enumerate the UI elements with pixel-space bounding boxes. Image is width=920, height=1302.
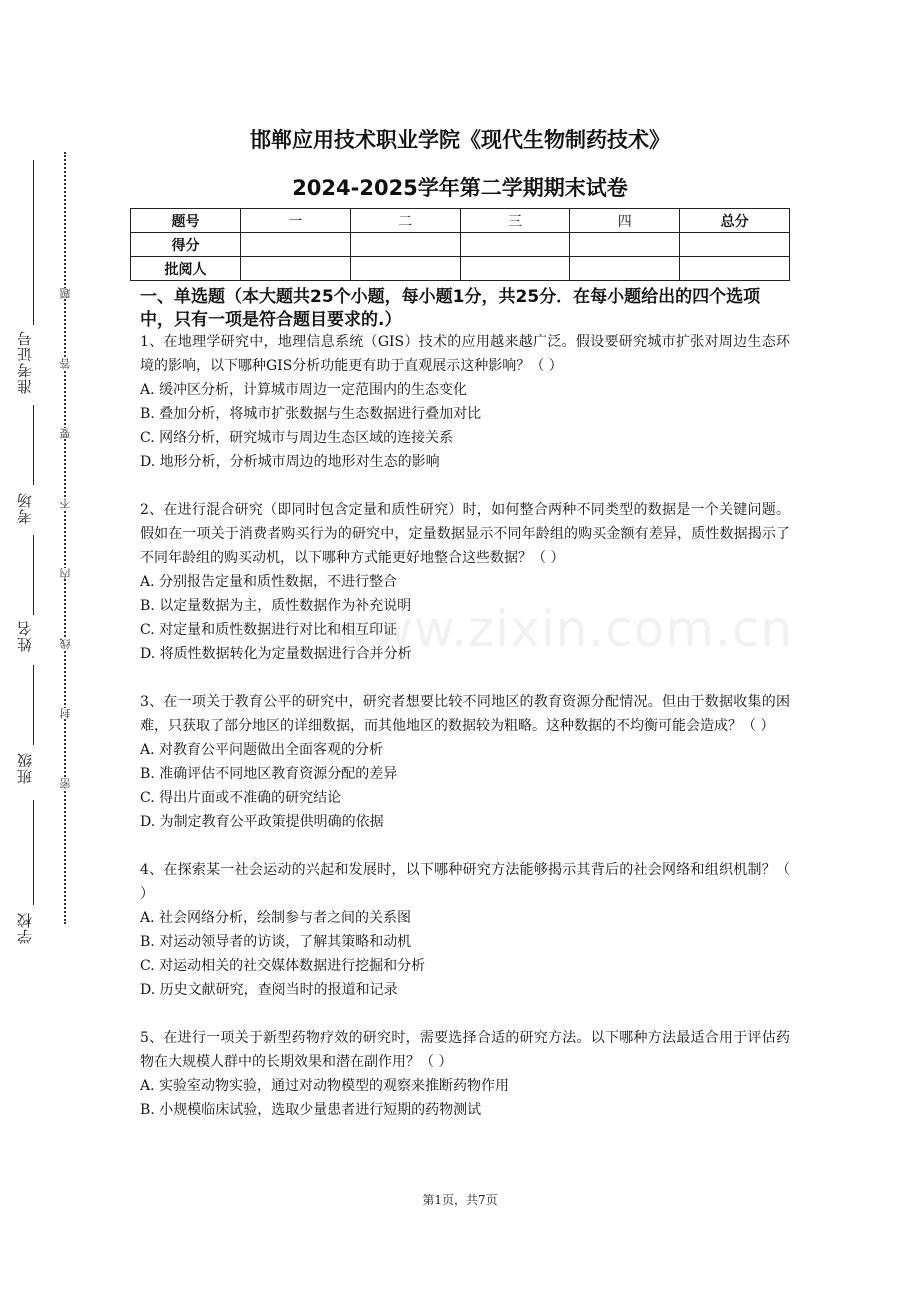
exam-subtitle: 2024-2025学年第二学期期末试卷 [292,176,628,200]
option-b: B. 小规模临床试验，选取少量患者进行短期的药物测试 [140,1102,482,1118]
question-stem: 5、在进行一项关于新型药物疗效的研究时，需要选择合适的研究方法。以下哪种方法最适合用于评估药物在大规模人群中的长期效果和潜在副作用？（ ） [140,1030,790,1070]
header-cell: 一 [241,209,351,233]
score-cell [680,233,790,257]
option-a: A. 实验室动物实验，通过对动物模型的观察来推断药物作用 [140,1078,510,1094]
grader-row [131,257,790,281]
school-line [33,800,34,905]
section-heading: 一、单选题（本大题共25个小题，每小题1分，共25分．在每小题给出的四个选项中，只有一项是符合题目要求的.） [140,287,761,330]
question-4 [140,858,790,1002]
option-c: C. 得出片面或不准确的研究结论 [140,790,342,806]
exam-title: 邯郸应用技术职业学院《现代生物制药技术》 [250,128,670,152]
option-c: C. 对定量和质性数据进行对比和相互印证 [140,622,398,638]
question-stem: 3、在一项关于教育公平的研究中，研究者想要比较不同地区的教育资源分配情况。但由于数据收集的困难，只获取了部分地区的详细数据，而其他地区的数据较为粗略。这种数据的不均衡可能会造成？（ ） [140,694,790,734]
binding-strip [0,0,80,1302]
watermark: www.zixin.com.cn [330,600,794,658]
score-row [131,233,790,257]
option-a: A. 分别报告定量和质性数据，不进行整合 [140,574,398,590]
exam-number-line [33,160,34,325]
seal-char: 不 [59,498,72,509]
exam-room-label: 考场 [16,492,34,524]
header-cell: 二 [350,209,460,233]
row-label: 批阅人 [131,257,241,281]
exam-number-label: 准考证号 [16,330,34,394]
option-d: D. 将质性数据转化为定量数据进行合并分析 [140,646,412,662]
option-d: D. 为制定教育公平政策提供明确的依据 [140,814,384,830]
question-3 [140,690,790,834]
header-cell: 总分 [680,209,790,233]
header-cell: 题号 [131,209,241,233]
grader-cell [350,257,460,281]
seal-char: 密 [59,778,72,789]
seal-char: 要 [59,428,72,439]
header-cell: 四 [570,209,680,233]
page-number: 第1页，共7页 [422,1193,498,1207]
option-d: D. 地形分析，分析城市周边的地形对生态的影响 [140,454,440,470]
name-line [33,535,34,615]
grader-cell [460,257,570,281]
option-b: B. 准确评估不同地区教育资源分配的差异 [140,766,398,782]
row-label: 得分 [131,233,241,257]
question-5 [140,1026,790,1122]
seal-char: 答 [59,358,72,369]
question-list [140,330,790,1146]
seal-char: 内 [59,568,72,579]
grader-cell [241,257,351,281]
option-c: C. 对运动相关的社交媒体数据进行挖掘和分析 [140,958,426,974]
score-table-header-row [131,209,790,233]
option-d: D. 历史文献研究，查阅当时的报道和记录 [140,982,398,998]
option-b: B. 对运动领导者的访谈，了解其策略和动机 [140,934,412,950]
exam-room-line [33,405,34,485]
option-c: C. 网络分析，研究城市与周边生态区域的连接关系 [140,430,454,446]
score-table [130,208,790,281]
option-b: B. 以定量数据为主，质性数据作为补充说明 [140,598,412,614]
option-a: A. 社会网络分析，绘制参与者之间的关系图 [140,910,412,926]
seal-char: 线 [59,638,72,649]
seal-dotted-line [64,152,66,924]
grader-cell [570,257,680,281]
question-stem: 4、在探索某一社会运动的兴起和发展时，以下哪种研究方法能够揭示其背后的社会网络和组织机制？（ ） [140,862,790,902]
name-label: 姓名 [16,620,34,652]
option-a: A. 缓冲区分析，计算城市周边一定范围内的生态变化 [140,382,468,398]
question-stem: 2、在进行混合研究（即同时包含定量和质性研究）时，如何整合两种不同类型的数据是一个关键问题。假如在一项关于消费者购买行为的研究中，定量数据显示不同年龄组的购买金额有差异，质性数据揭示了不同年龄组的购买动机，以下哪种方式能更好地整合这些数据？（ ） [140,502,790,566]
question-1 [140,330,790,474]
option-b: B. 叠加分析，将城市扩张数据与生态数据进行叠加对比 [140,406,482,422]
grader-cell [680,257,790,281]
question-stem: 1、在地理学研究中，地理信息系统（GIS）技术的应用越来越广泛。假设要研究城市扩张对周边生态环境的影响，以下哪种GIS分析功能更有助于直观展示这种影响？（ ） [140,334,790,374]
seal-char: 封 [59,708,72,719]
class-label: 班级 [16,752,34,784]
seal-char: 题 [59,288,72,299]
score-cell [350,233,460,257]
score-cell [460,233,570,257]
school-label: 学校 [16,912,34,944]
option-a: A. 对教育公平问题做出全面客观的分析 [140,742,384,758]
score-cell [570,233,680,257]
score-cell [241,233,351,257]
header-cell: 三 [460,209,570,233]
class-line [33,665,34,745]
